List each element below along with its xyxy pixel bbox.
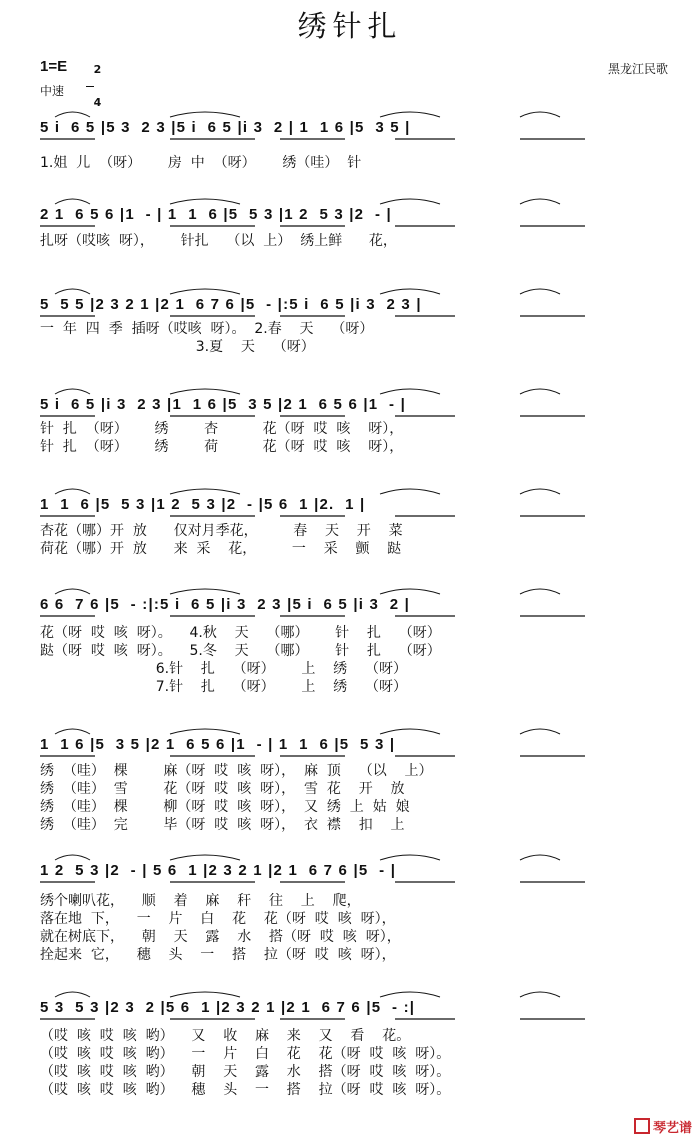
slur-arc	[380, 489, 440, 494]
lyric-line: 绣 （哇） 雪 花（呀 哎 咳 呀）， 雪 花 开 放	[40, 781, 405, 797]
notation-line: 1 1 6 |5 5 3 |1 2 5 3 |2 - |5 6 1 |2. 1 |	[40, 496, 366, 513]
tempo-marking: 中速	[40, 84, 65, 98]
slur-arc	[520, 489, 560, 494]
notation-line: 1 1 6 |5 3 5 |2 1 6 5 6 |1 - | 1 1 6 |5 5 3 |	[40, 736, 396, 753]
page-title: 绣针扎	[297, 9, 403, 43]
slur-arc	[520, 389, 560, 394]
notation-line: 2 1 6 5 6 |1 - | 1 1 6 |5 5 3 |1 2 5 3 |2 - |	[40, 206, 392, 223]
lyric-line: （哎 咳 哎 咳 哟） 一 片 白 花 花（呀 哎 咳 呀）。	[40, 1046, 451, 1062]
lyric-line: 绣 （哇） 棵 麻（呀 哎 咳 呀）， 麻 顶 （以 上）	[40, 763, 433, 779]
notation-line: 1 2 5 3 |2 - | 5 6 1 |2 3 2 1 |2 1 6 7 6 |5 - |	[40, 862, 397, 879]
lyric-line: 扎呀（哎咳 呀）， 针扎 （以 上） 绣上鲜 花，	[40, 233, 397, 249]
slur-arc	[170, 729, 240, 734]
lyric-line: （哎 咳 哎 咳 哟） 穗 头 一 搭 拉（呀 哎 咳 呀）。	[40, 1082, 451, 1098]
slur-arc	[55, 489, 90, 494]
slur-arc	[380, 729, 440, 734]
slur-arc	[170, 855, 240, 860]
slur-arc	[170, 992, 240, 997]
slur-arc	[170, 589, 240, 594]
slur-arc	[520, 589, 560, 594]
time-signature	[86, 55, 101, 108]
slur-arc	[55, 729, 90, 734]
slur-arc	[55, 112, 90, 117]
slur-arc	[170, 112, 240, 117]
notation-line: 5 5 5 |2 3 2 1 |2 1 6 7 6 |5 - |:5 i 6 5 |i 3 2 3 |	[40, 296, 422, 313]
slur-arc	[170, 289, 240, 294]
slur-arc	[380, 855, 440, 860]
meter-bottom: 4	[93, 96, 102, 109]
notation-line: 5 i 6 5 |i 3 2 3 |1 1 6 |5 3 5 |2 1 6 5 6 |1 - |	[40, 396, 406, 413]
site-logo	[634, 1117, 692, 1136]
lyric-line: 落在地 下， 一 片 白 花 花（呀 哎 咳 呀），	[40, 911, 396, 927]
slur-arc	[170, 389, 240, 394]
key-signature: 1=E	[40, 58, 68, 75]
score-row	[0, 722, 700, 852]
slur-arc	[520, 855, 560, 860]
slur-arc	[380, 992, 440, 997]
notation-line: 6 6 7 6 |5 - :|:5 i 6 5 |i 3 2 3 |5 i 6 5 |i 3 2 |	[40, 596, 411, 613]
notation-line: 5 3 5 3 |2 3 2 |5 6 1 |2 3 2 1 |2 1 6 7 6 |5 - :|	[40, 999, 416, 1016]
slur-arc	[55, 855, 90, 860]
slur-arc	[380, 589, 440, 594]
song-source: 黑龙江民歌	[607, 62, 668, 76]
slur-arc	[55, 992, 90, 997]
slur-arc	[55, 289, 90, 294]
slur-arc	[170, 199, 240, 204]
logo-text: 琴艺谱	[652, 1121, 692, 1136]
lyric-line: 3.夏 天 （呀）	[40, 339, 315, 355]
lyric-line: 针 扎 （呀） 绣 荷 花（呀 哎 咳 呀），	[40, 439, 404, 455]
score-row	[0, 582, 700, 712]
slur-arc	[55, 389, 90, 394]
lyric-line: 绣 （哇） 棵 柳（呀 哎 咳 呀）， 又 绣 上 姑 娘	[40, 799, 410, 815]
lyric-line: （哎 咳 哎 咳 哟） 又 收 麻 来 又 看 花。	[40, 1028, 411, 1044]
lyric-line: 跶（呀 哎 咳 呀）。 5.冬 天 （哪） 针 扎 （呀）	[40, 643, 441, 659]
lyric-line: 荷花（哪）开 放 来 采 花， 一 采 颤 跶	[40, 541, 402, 557]
score-row	[0, 848, 700, 978]
slur-arc	[55, 199, 90, 204]
slur-arc	[520, 199, 560, 204]
slur-arc	[380, 289, 440, 294]
lyric-line: 6.针 扎 （呀） 上 绣 （呀）	[40, 661, 407, 677]
lyric-line: 杏花（哪）开 放 仅对月季花， 春 天 开 菜	[40, 523, 403, 539]
slur-arc	[520, 729, 560, 734]
slur-arc	[520, 289, 560, 294]
slur-arc	[380, 199, 440, 204]
lyric-line: 绣个喇叭花， 顺 着 麻 秆 往 上 爬，	[40, 893, 361, 909]
slur-arc	[520, 992, 560, 997]
lyric-line: 就在树底下， 朝 天 露 水 搭（呀 哎 咳 呀），	[40, 929, 401, 945]
notation-line: 5 i 6 5 |5 3 2 3 |5 i 6 5 |i 3 2 | 1 1 6 |5 3 5 |	[40, 119, 411, 136]
lyric-line: 花（呀 哎 咳 呀）。 4.秋 天 （哪） 针 扎 （呀）	[40, 625, 441, 641]
meter-top: 2	[93, 63, 102, 76]
lyric-line: 7.针 扎 （呀） 上 绣 （呀）	[40, 679, 407, 695]
slur-arc	[380, 112, 440, 117]
lyric-line: （哎 咳 哎 咳 哟） 朝 天 露 水 搭（呀 哎 咳 呀）。	[40, 1064, 451, 1080]
lyric-line: 1.姐 儿 （呀） 房 中 （呀） 绣（哇） 针	[40, 155, 362, 171]
slur-arc	[380, 389, 440, 394]
lyric-line: 一 年 四 季 插呀（哎咳 呀）。 2.春 天 （呀）	[40, 321, 374, 337]
lyric-line: 针 扎 （呀） 绣 杏 花（呀 哎 咳 呀），	[40, 421, 404, 437]
slur-arc	[55, 589, 90, 594]
slur-arc	[170, 489, 240, 494]
logo-icon	[634, 1118, 650, 1134]
score-row	[0, 985, 700, 1115]
slur-arc	[520, 112, 560, 117]
lyric-line: 拴起来 它， 穗 头 一 搭 拉（呀 哎 咳 呀），	[40, 947, 396, 963]
lyric-line: 绣 （哇） 完 毕（呀 哎 咳 呀）， 衣 襟 扣 上	[40, 817, 405, 833]
